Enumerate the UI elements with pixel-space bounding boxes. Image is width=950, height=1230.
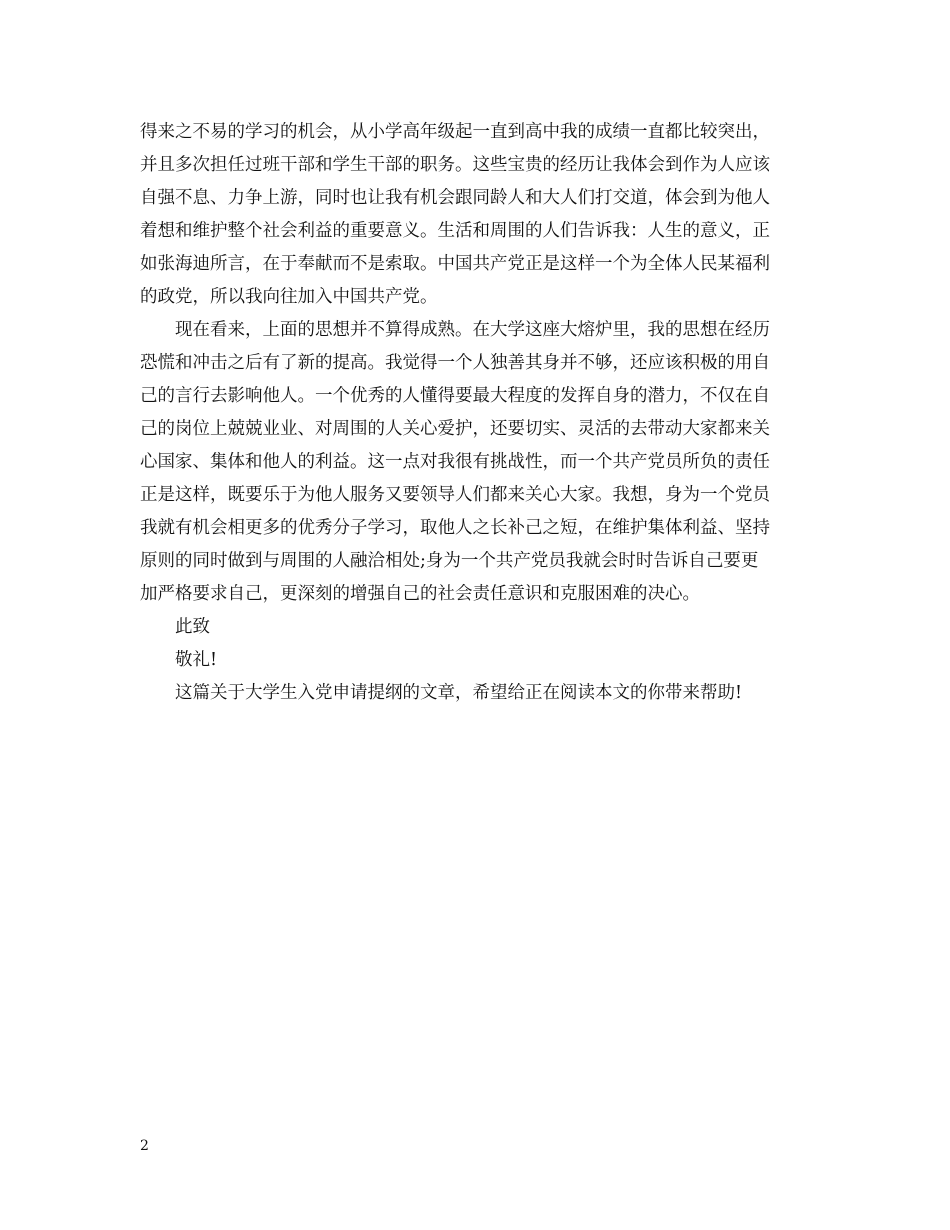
text-line: 己的言行去影响他人。一个优秀的人懂得要最大程度的发挥自身的潜力，不仅在自 xyxy=(140,386,770,406)
document-body xyxy=(140,116,812,710)
page-number: 2 xyxy=(140,1138,149,1154)
text-line: 现在看来，上面的思想并不算得成熟。在大学这座大熔炉里，我的思想在经历 xyxy=(140,320,770,340)
closing-line: 敬礼! xyxy=(140,650,218,670)
text-line: 着想和维护整个社会利益的重要意义。生活和周围的人们告诉我：人生的意义，正 xyxy=(140,221,770,241)
text-line: 加严格要求自己，更深刻的增强自己的社会责任意识和克服困难的决心。 xyxy=(140,584,700,604)
text-line: 己的岗位上兢兢业业、对周围的人关心爱护，还要切实、灵活的去带动大家都来关 xyxy=(140,419,770,439)
text-line: 恐慌和冲击之后有了新的提高。我觉得一个人独善其身并不够，还应该积极的用自 xyxy=(140,353,770,373)
text-line: 的政党，所以我向往加入中国共产党。 xyxy=(140,287,438,307)
text-line: 如张海迪所言，在于奉献而不是索取。中国共产党正是这样一个为全体人民某福利 xyxy=(140,254,770,274)
text-line: 我就有机会相更多的优秀分子学习，取他人之长补己之短，在维护集体利益、坚持 xyxy=(140,518,770,538)
text-line: 心国家、集体和他人的利益。这一点对我很有挑战性，而一个共产党员所负的责任 xyxy=(140,452,770,472)
text-line: 正是这样，既要乐于为他人服务又要领导人们都来关心大家。我想，身为一个党员 xyxy=(140,485,770,505)
text-line: 得来之不易的学习的机会，从小学高年级起一直到高中我的成绩一直都比较突出， xyxy=(140,122,770,142)
text-line: 并且多次担任过班干部和学生干部的职务。这些宝贵的经历让我体会到作为人应该 xyxy=(140,155,770,175)
footer-note-line: 这篇关于大学生入党申请提纲的文章，希望给正在阅读本文的你带来帮助! xyxy=(140,683,743,703)
text-line: 自强不息、力争上游，同时也让我有机会跟同龄人和大人们打交道，体会到为他人 xyxy=(140,188,770,208)
text-line: 原则的同时做到与周围的人融洽相处;身为一个共产党员我就会时时告诉自己要更 xyxy=(140,551,759,571)
salutation-line: 此致 xyxy=(140,617,210,637)
